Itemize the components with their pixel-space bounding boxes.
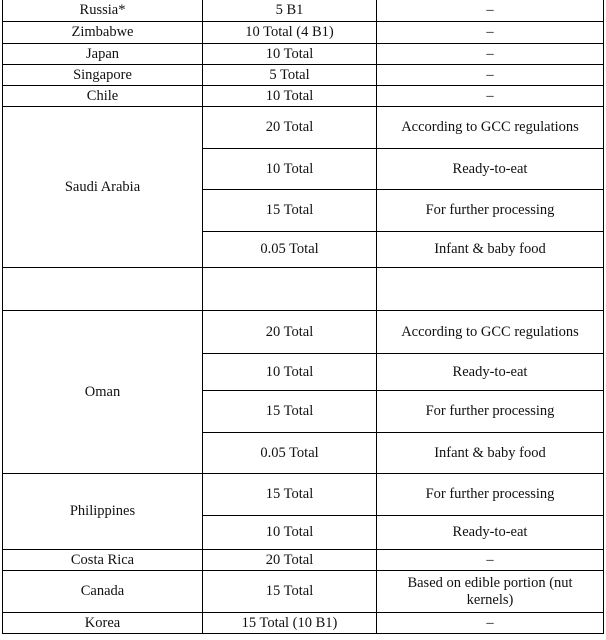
country-cell: Canada [3, 571, 203, 613]
note-cell: Ready-to-eat [377, 516, 604, 550]
note-cell: According to GCC regulations [377, 311, 604, 354]
empty-cell [203, 268, 377, 311]
country-cell: Russia* [3, 0, 203, 22]
note-cell: – [377, 44, 604, 65]
aflatoxin-limits-table [2, 0, 604, 634]
empty-cell [377, 268, 604, 311]
limit-cell: 10 Total [203, 354, 377, 391]
limit-cell: 20 Total [203, 107, 377, 149]
limit-cell: 15 Total [203, 571, 377, 613]
table-row [3, 550, 604, 571]
table-row [3, 0, 604, 22]
note-cell: – [377, 86, 604, 107]
table-row [3, 86, 604, 107]
limit-cell: 20 Total [203, 311, 377, 354]
note-cell: Ready-to-eat [377, 354, 604, 391]
note-cell: Ready-to-eat [377, 149, 604, 190]
note-cell: – [377, 22, 604, 44]
note-cell: Infant & baby food [377, 232, 604, 268]
table-row [3, 44, 604, 65]
table-row [3, 474, 604, 516]
table-row [3, 613, 604, 634]
limit-cell: 0.05 Total [203, 433, 377, 474]
note-cell: For further processing [377, 391, 604, 433]
table-row [3, 22, 604, 44]
limit-cell: 5 B1 [203, 0, 377, 22]
country-cell: Zimbabwe [3, 22, 203, 44]
table-row [3, 311, 604, 354]
limit-cell: 10 Total [203, 86, 377, 107]
limit-cell: 10 Total [203, 44, 377, 65]
limit-cell: 10 Total (4 B1) [203, 22, 377, 44]
note-cell: According to GCC regulations [377, 107, 604, 149]
table-row [3, 571, 604, 613]
limit-cell: 0.05 Total [203, 232, 377, 268]
country-cell: Chile [3, 86, 203, 107]
country-cell: Philippines [3, 474, 203, 550]
country-cell: Saudi Arabia [3, 107, 203, 268]
country-cell: Korea [3, 613, 203, 634]
limit-cell: 10 Total [203, 516, 377, 550]
note-cell: – [377, 0, 604, 22]
country-cell: Japan [3, 44, 203, 65]
empty-cell [3, 268, 203, 311]
table-row [3, 65, 604, 86]
note-cell: Based on edible portion (nut kernels) [377, 571, 604, 613]
country-cell: Singapore [3, 65, 203, 86]
table-row [3, 107, 604, 149]
note-cell: – [377, 550, 604, 571]
country-cell: Costa Rica [3, 550, 203, 571]
limit-cell: 15 Total (10 B1) [203, 613, 377, 634]
note-cell: – [377, 65, 604, 86]
limit-cell: 15 Total [203, 190, 377, 232]
limit-cell: 10 Total [203, 149, 377, 190]
table-row-empty [3, 268, 604, 311]
note-cell: Infant & baby food [377, 433, 604, 474]
note-cell: For further processing [377, 474, 604, 516]
note-cell: For further processing [377, 190, 604, 232]
note-cell: – [377, 613, 604, 634]
country-cell: Oman [3, 311, 203, 474]
limit-cell: 5 Total [203, 65, 377, 86]
limit-cell: 20 Total [203, 550, 377, 571]
limit-cell: 15 Total [203, 474, 377, 516]
limit-cell: 15 Total [203, 391, 377, 433]
